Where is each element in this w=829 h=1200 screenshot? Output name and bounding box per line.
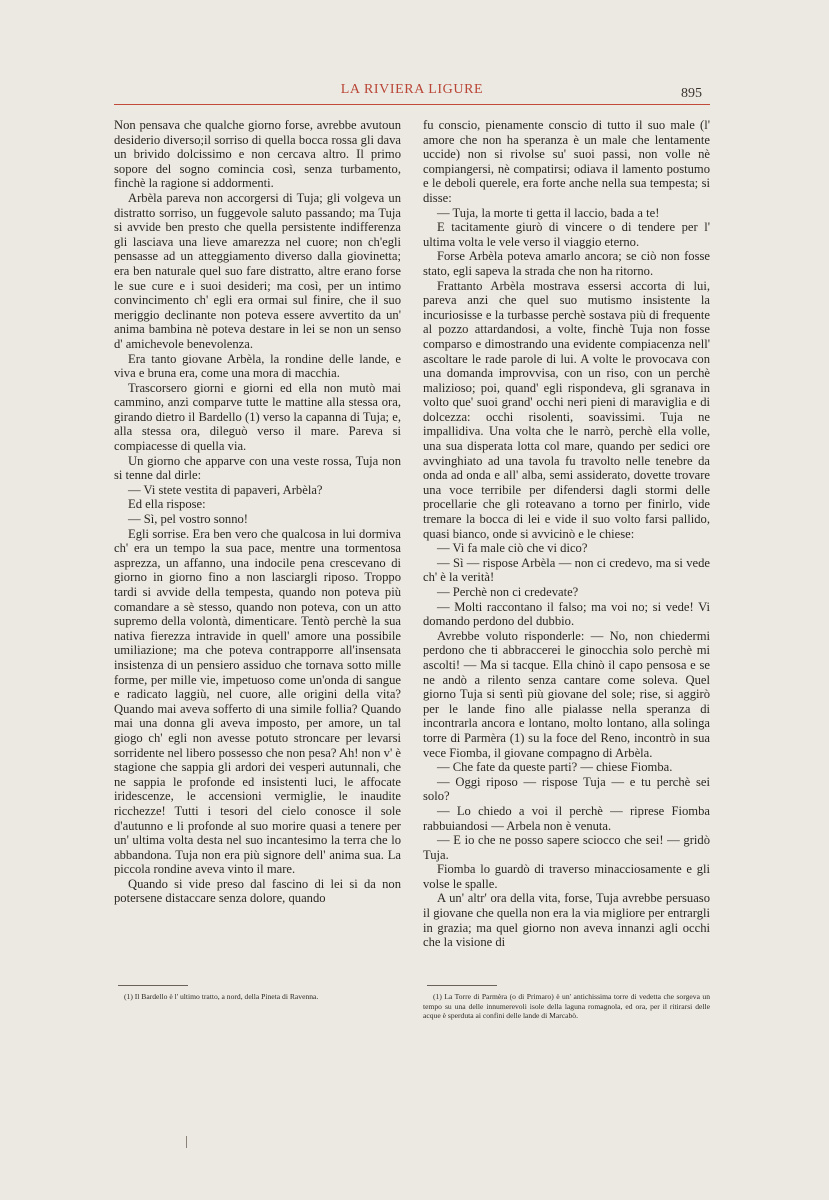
dialogue-line: — Sì, pel vostro sonno! (128, 512, 248, 527)
paragraph: Forse Arbèla poteva amarlo ancora; se ciò non fosse stato, egli sapeva la strada che non ha ritorno. (423, 249, 710, 278)
dialogue-line: — Lo chiedo a voi il perchè — riprese Fiomba rabbuiandosi — Arbela non è venuta. (423, 803, 710, 833)
paragraph: Arbèla pareva non accorgersi di Tuja; gli volgeva un distratto sorriso, un fuggevole saluto passando; ma Tuja si avvide ben presto che quella persistente indifferenza gli lasciava una lieve amarezza nel cuore; non ch'egli pensasse ad un atteggiamento diverso dalla giovinetta; era ben naturale quel suo fare distratto, altre erano forse le sue cure e i suoi desideri; ma così, per un intimo convincimento ch' egli era ormai sul finire, che il suo meriggio declinante non poteva essere avvertito da un' anima bambina nè poteva destare in lei se non un senso d' amichevole benevolenza. (114, 190, 401, 351)
dialogue-line: — Che fate da queste parti? — chiese Fiomba. (437, 760, 673, 775)
paragraph: E tacitamente giurò di vincere o di tendere per l' ultima volta le vele verso il viaggio eterno. (423, 220, 710, 249)
dialogue-line: — Tuja, la morte ti getta il laccio, bada a te! (437, 205, 660, 220)
footnote-rule (427, 985, 497, 986)
paragraph: Fiomba lo guardò di traverso minacciosamente e gli volse le spalle. (423, 862, 710, 891)
paragraph: Egli sorrise. Era ben vero che qualcosa in lui dormiva ch' era un tempo la sua pace, mentre una tormentosa asprezza, un affanno, una indocile pena crescevano di giorno in giorno fino a non lasciargli riposo. Troppo tardi si avvide della tempesta, quando non poteva più comandare a sè stesso, quando non poteva, con un atto supremo della volontà, dimenticare. Tentò perchè la sua nativa fierezza intravide in quell' amore una possibile umiliazione; ma che poteva contrapporre all'insensata insistenza di un pensiero assiduo che tornava sotto mille forme, per mille vie, impetuoso come un'onda di sangue e radicato laggiù, nel cuore, alle origini della vita? Quando mai aveva sofferto di una simile follia? Quando mai una donna gli aveva imposto, per amore, un tal giogo ch' egli non avesse potuto stroncare per levarsi sorridente nel libero possesso che non pesa? Ah! non v' è stagione che sappia gli ardori dei vesperi autunnali, che ne sappia le profonde ed insistenti luci, le affocate iridescenze, le accensioni vermiglie, le inaudite ricchezze! Tutti i tesori del cielo conosce il sole d'autunno e li profonde al suo morire quasi a tenere per un' ultima volta desta nel suo incantesimo la terra che lo abbandona. Tuja non era più signore dell' anima sua. La piccola rondine aveva vinto il mare. (114, 526, 401, 877)
paragraph: Quando si vide preso dal fascino di lei si da non potersene distaccare senza dolore, quando (114, 876, 401, 906)
dialogue-line: — E io che ne posso sapere sciocco che sei! — gridò Tuja. (423, 833, 710, 862)
paragraph: Non pensava che qualche giorno forse, avrebbe avutoun desiderio diverso;il sorriso di quella bocca rossa gli dava un brivido dolcissimo e non cercava altro. Il primo sopore del sogno comincia così, senza turbamento, finchè la ragione si addormenti. (114, 118, 401, 191)
paragraph: Frattanto Arbèla mostrava essersi accorta di lui, pareva anzi che quel suo mutismo insistente la incuriosisse e la turbasse perchè sostava più di frequente al pozzo attardandosi, a volte, finchè Tuja non fosse comparso e dimostrando una evidente compiacenza nell' ascoltare le rade parole di lui. A volte le provocava con una domanda improvvisa, con un riso, con un perchè malizioso; poi, quand' egli rispondeva, gli sgranava in volto que' suoi grand' occhi neri pieni di maraviglia e di dolcezza: occhi risolenti, soavissimi. Tuja ne impallidiva. Una volta che le narrò, perchè ella volle, una sua disperata lotta col mare, quando per sedici ore avvinghiato ad una tavola fu travolto nelle tenebre da onda ad onda e all' alba, semi assiderato, dovette trovare una voce terribile per difendersi dagli stormi delle procellarie che gli roteavano a torno per finirlo, vide tremare la bocca di lei e vide il suo volto farsi pallido, quasi bianco, onde si avvicinò e le chiese: (423, 278, 710, 541)
running-title: LA RIVIERA LIGURE (340, 82, 484, 97)
footnote-rule (118, 985, 188, 986)
paragraph: Un giorno che apparve con una veste rossa, Tuja non si tenne dal dirle: (114, 453, 401, 483)
dialogue-line: — Sì — rispose Arbèla — non ci credevo, ma si vede ch' è la verità! (423, 555, 710, 585)
dialogue-line: — Oggi riposo — rispose Tuja — e tu perchè sei solo? (423, 774, 710, 804)
dialogue-line: — Vi fa male ciò che vi dico? (437, 541, 588, 556)
paragraph: Ed ella rispose: (128, 497, 206, 512)
footnote-right (423, 985, 710, 1021)
print-mark (186, 1136, 187, 1148)
footnote-text: (1) Il Bardello è l' ultimo tratto, a nord, della Pineta di Ravenna. (124, 992, 319, 1001)
footnote-text: (1) La Torre di Parmèra (o di Primaro) è un' antichissima torre di vedetta che sorgeva un tempo su una delle innumerevoli isole della laguna romagnola, ed ora, per il ritirarsi delle acque è sperduta ai confini delle lande di Marcabò. (423, 992, 710, 1021)
right-text-column (423, 118, 710, 963)
page-header (114, 82, 710, 105)
paragraph: Avrebbe voluto risponderle: — No, non chiedermi perdono che ti abbraccerei le ginocchia solo perchè mi ascolti! — Ma si tacque. Ella chinò il capo pensosa e se ne andò a rilento senza cantare come soleva. Quel giorno Tuja si sentì più giovane del sole; rise, si aggirò per le lande fino alle pialasse nella speranza di incontrarla ancora e lontano, molto lontano, alla solinga torre di Parmèra (1) su la foce del Reno, incontrò in sua vece Fiomba, il giovane compagno di Arbèla. (423, 628, 710, 760)
paragraph: A un' altr' ora della vita, forse, Tuja avrebbe persuaso il giovane che quella non era la via migliore per entrargli in grazia; ma quel giorno non aveva innanzi agli occhi che la visione di (423, 891, 710, 950)
left-text-column (114, 118, 401, 963)
paragraph: fu conscio, pienamente conscio di tutto il suo male (l' amore che non ha speranza è un male che lentamente uccide) non si rivolse su' suoi passi, non volle nè compiangersi, nè compatirsi; odiava il lamento postumo e le deboli querele, era forte anche nella sua tempesta; si disse: (423, 118, 710, 205)
paragraph: Era tanto giovane Arbèla, la rondine delle lande, e viva e bruna era, come una mora di macchia. (114, 351, 401, 381)
footnote-left (114, 985, 401, 1002)
page-number: 895 (681, 86, 702, 101)
paragraph: Trascorsero giorni e giorni ed ella non mutò mai cammino, anzi comparve tutte le mattine alla stessa ora, girando dietro il Bardello (1) verso la capanna di Tuja; e, alla stessa ora, dileguò verso il mare. Pareva si compiacesse di quella via. (114, 380, 401, 454)
dialogue-line: — Molti raccontano il falso; ma voi no; si vede! Vi domando perdono del dubbio. (423, 599, 710, 629)
dialogue-line: — Perchè non ci credevate? (437, 585, 579, 599)
dialogue-line: — Vi stete vestita di papaveri, Arbèla? (128, 482, 323, 497)
